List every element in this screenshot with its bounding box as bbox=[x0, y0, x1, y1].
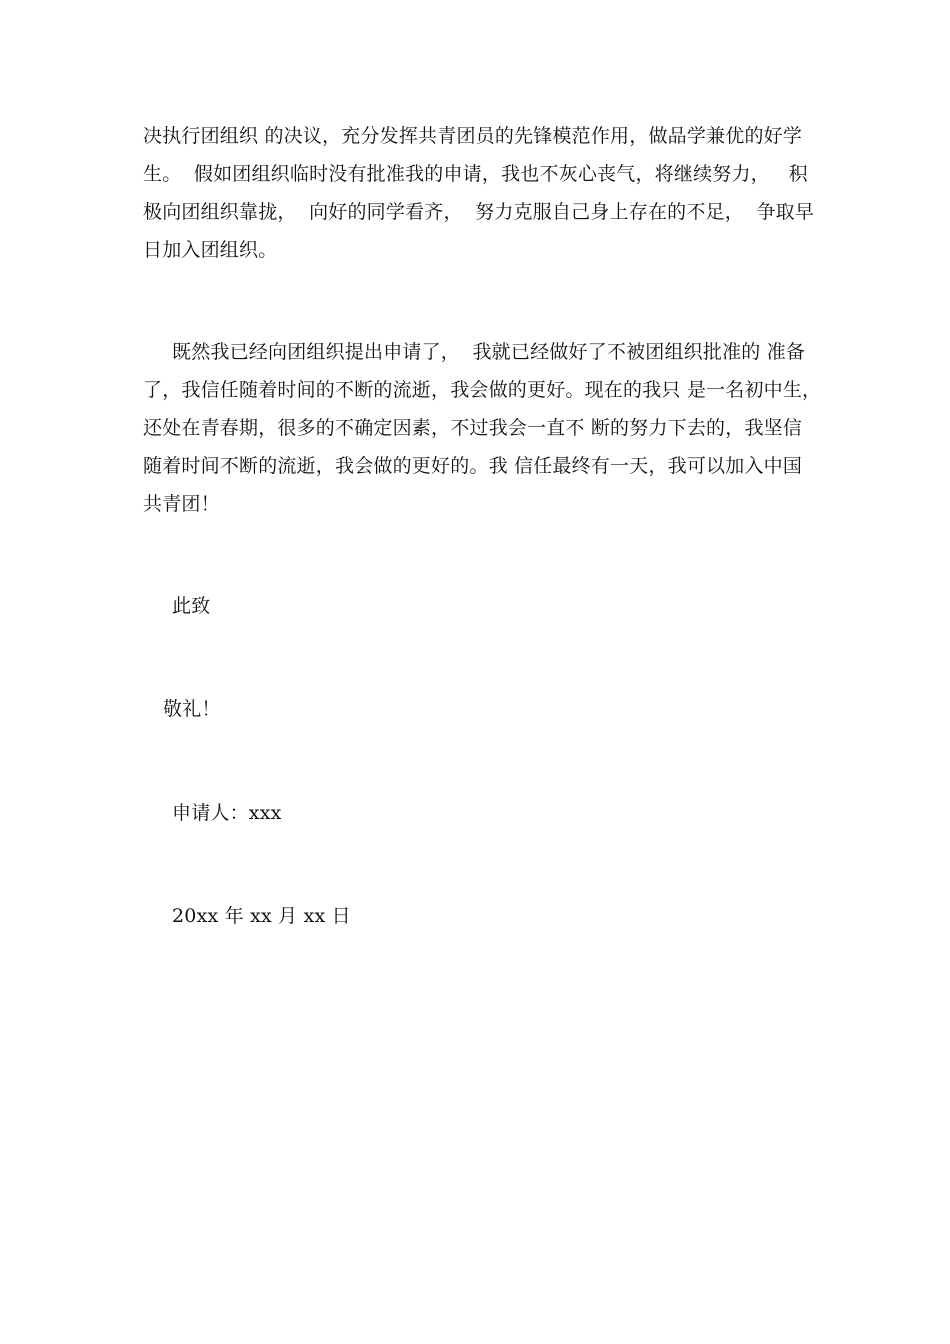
text-line: 共青团！ bbox=[143, 493, 220, 515]
text-line: 随着时间不断的流逝，我会做的更好的。我 信任最终有一天，我可以加入中国 bbox=[143, 455, 803, 477]
salute: 敬礼！ bbox=[163, 698, 221, 720]
text-line: 日加入团组织。 bbox=[143, 239, 278, 261]
text-line: 了，我信任随着时间的不断的流逝，我会做的更好。现在的我只 是一名初中生， bbox=[143, 379, 822, 401]
text-line: 还处在青春期，很多的不确定因素，不过我会一直不 断的努力下去的，我坚信 bbox=[143, 417, 803, 439]
text-line: 极向团组织靠拢， 向好的同学看齐， 努力克服自己身上存在的不足， 争取早 bbox=[143, 201, 815, 223]
text-line: 生。 假如团组织临时没有批准我的申请，我也不灰心丧气，将继续努力， 积 bbox=[143, 163, 808, 185]
text-line: 决执行团组织 的决议，充分发挥共青团员的先锋模范作用，做品学兼优的好学 bbox=[143, 125, 803, 147]
text-line: 既然我已经向团组织提出申请了， 我就已经做好了不被团组织批准的 准备 bbox=[172, 341, 806, 363]
applicant-signature: 申请人：xxx bbox=[172, 802, 282, 824]
closing-phrase: 此致 bbox=[172, 595, 211, 617]
letter-date: 20xx 年 xx 月 xx 日 bbox=[172, 905, 351, 927]
